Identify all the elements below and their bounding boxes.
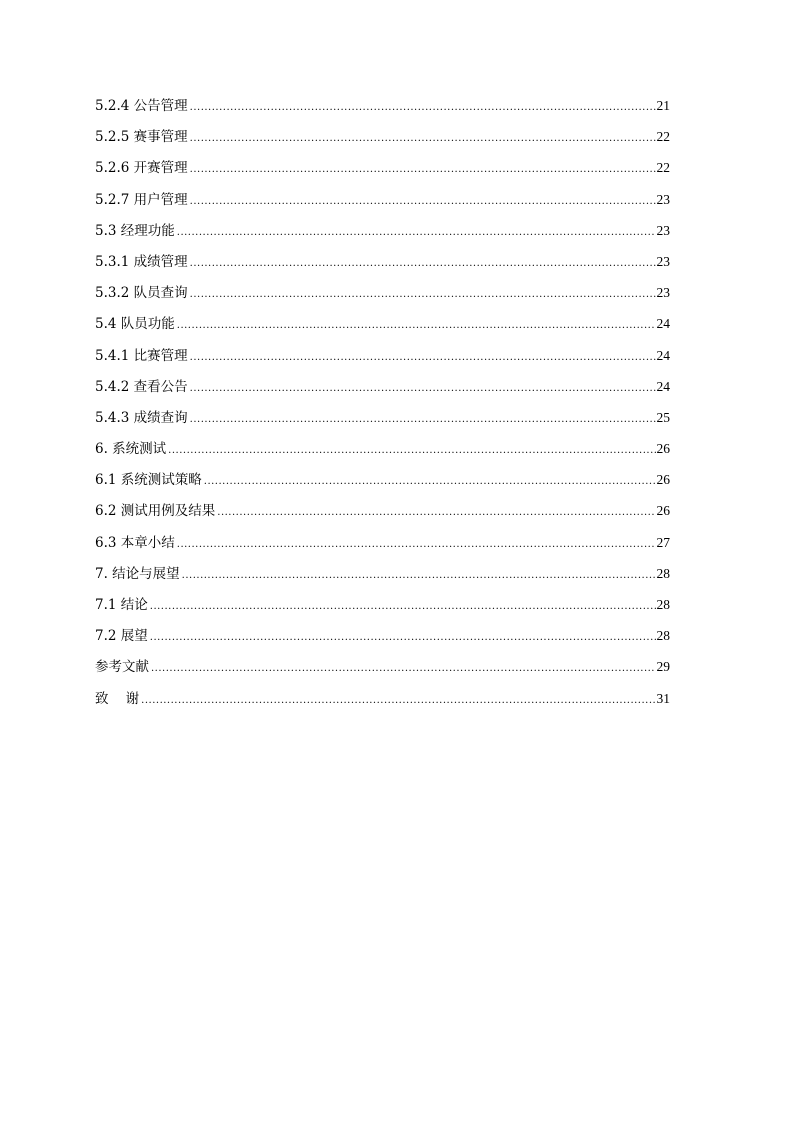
toc-entry-label: 参考文献 xyxy=(95,659,149,676)
toc-entry-label: 5.3.1 成绩管理 xyxy=(95,253,188,270)
toc-entry-6-1[interactable] xyxy=(95,468,670,499)
toc-entry-label: 7.1 结论 xyxy=(95,597,148,613)
toc-entry-label: 6.3 本章小结 xyxy=(95,534,175,551)
toc-entry-label: 5.4.1 比赛管理 xyxy=(95,347,188,364)
toc-page-number: 25 xyxy=(656,409,670,425)
toc-entry-label: 5.2.7 用户管理 xyxy=(95,191,188,208)
toc-entry-5-4-3[interactable] xyxy=(95,406,670,437)
toc-dot-leader xyxy=(150,595,656,619)
toc-page-number: 21 xyxy=(656,98,670,113)
toc-entry-label: 6.1 系统测试策略 xyxy=(95,472,202,489)
toc-page-number: 23 xyxy=(656,191,670,207)
toc-page-number: 28 xyxy=(656,597,670,612)
toc-entry-5-4-2[interactable] xyxy=(95,375,670,406)
toc-dot-leader xyxy=(182,564,656,588)
toc-dot-leader xyxy=(217,501,655,525)
toc-page-number: 24 xyxy=(656,316,670,332)
toc-page-number: 28 xyxy=(656,565,670,581)
toc-entry-7[interactable] xyxy=(95,562,670,593)
toc-entry-label: 5.2.6 开赛管理 xyxy=(95,160,188,177)
toc-entry-label: 6. 系统测试 xyxy=(95,441,167,458)
toc-dot-leader xyxy=(190,190,656,214)
toc-page-number: 29 xyxy=(656,659,670,675)
toc-page-number: 26 xyxy=(656,472,670,488)
toc-entry-label: 7.2 展望 xyxy=(95,628,148,645)
toc-entry-7-2[interactable] xyxy=(95,624,670,655)
toc-dot-leader xyxy=(141,689,655,713)
toc-entry-5-2-4[interactable] xyxy=(95,94,670,125)
toc-entry-5-3[interactable] xyxy=(95,219,670,250)
toc-page-number: 28 xyxy=(656,628,670,644)
toc-dot-leader xyxy=(168,439,655,463)
toc-entry-label: 5.2.4 公告管理 xyxy=(95,98,188,114)
toc-entry-references[interactable] xyxy=(95,655,670,686)
toc-dot-leader xyxy=(177,533,656,557)
toc-entry-5-2-5[interactable] xyxy=(95,125,670,156)
toc-page-number: 24 xyxy=(656,347,670,363)
toc-entry-7-1[interactable] xyxy=(95,593,670,624)
toc-dot-leader xyxy=(151,657,656,681)
table-of-contents xyxy=(95,94,670,718)
toc-dot-leader xyxy=(190,377,656,401)
toc-page-number: 26 xyxy=(656,441,670,457)
toc-entry-label: 7. 结论与展望 xyxy=(95,565,180,582)
toc-page-number: 31 xyxy=(656,690,670,706)
toc-page-number: 23 xyxy=(656,253,670,269)
toc-dot-leader xyxy=(190,346,656,370)
toc-entry-5-4-1[interactable] xyxy=(95,344,670,375)
toc-dot-leader xyxy=(204,470,656,494)
toc-entry-acknowledgements[interactable] xyxy=(95,687,670,718)
toc-dot-leader xyxy=(190,127,656,151)
toc-entry-5-3-1[interactable] xyxy=(95,250,670,281)
toc-entry-5-2-6[interactable] xyxy=(95,156,670,187)
toc-page-number: 23 xyxy=(656,285,670,301)
toc-dot-leader xyxy=(190,96,656,120)
toc-dot-leader xyxy=(177,221,656,245)
toc-page-number: 27 xyxy=(656,534,670,550)
toc-page-number: 22 xyxy=(656,160,670,176)
toc-entry-5-2-7[interactable] xyxy=(95,188,670,219)
toc-dot-leader xyxy=(190,158,656,182)
toc-page-number: 26 xyxy=(656,503,670,519)
toc-page-number: 23 xyxy=(656,222,670,238)
toc-entry-6-3[interactable] xyxy=(95,531,670,562)
toc-page-number: 22 xyxy=(656,129,670,145)
toc-entry-5-4[interactable] xyxy=(95,312,670,343)
toc-entry-5-3-2[interactable] xyxy=(95,281,670,312)
toc-entry-label: 6.2 测试用例及结果 xyxy=(95,503,216,520)
toc-dot-leader xyxy=(150,626,656,650)
toc-entry-label: 5.3 经理功能 xyxy=(95,222,175,239)
toc-entry-label: 致 谢 xyxy=(95,690,140,707)
toc-entry-label: 5.4.3 成绩查询 xyxy=(95,409,188,426)
toc-dot-leader xyxy=(177,314,656,338)
toc-dot-leader xyxy=(190,283,656,307)
toc-entry-label: 5.2.5 赛事管理 xyxy=(95,129,188,146)
toc-entry-label: 5.4.2 查看公告 xyxy=(95,378,188,395)
toc-entry-label: 5.4 队员功能 xyxy=(95,316,175,333)
toc-page-number: 24 xyxy=(656,378,670,394)
toc-dot-leader xyxy=(190,408,656,432)
toc-entry-6[interactable] xyxy=(95,437,670,468)
toc-entry-6-2[interactable] xyxy=(95,499,670,530)
toc-entry-label: 5.3.2 队员查询 xyxy=(95,285,188,302)
toc-dot-leader xyxy=(190,252,656,276)
